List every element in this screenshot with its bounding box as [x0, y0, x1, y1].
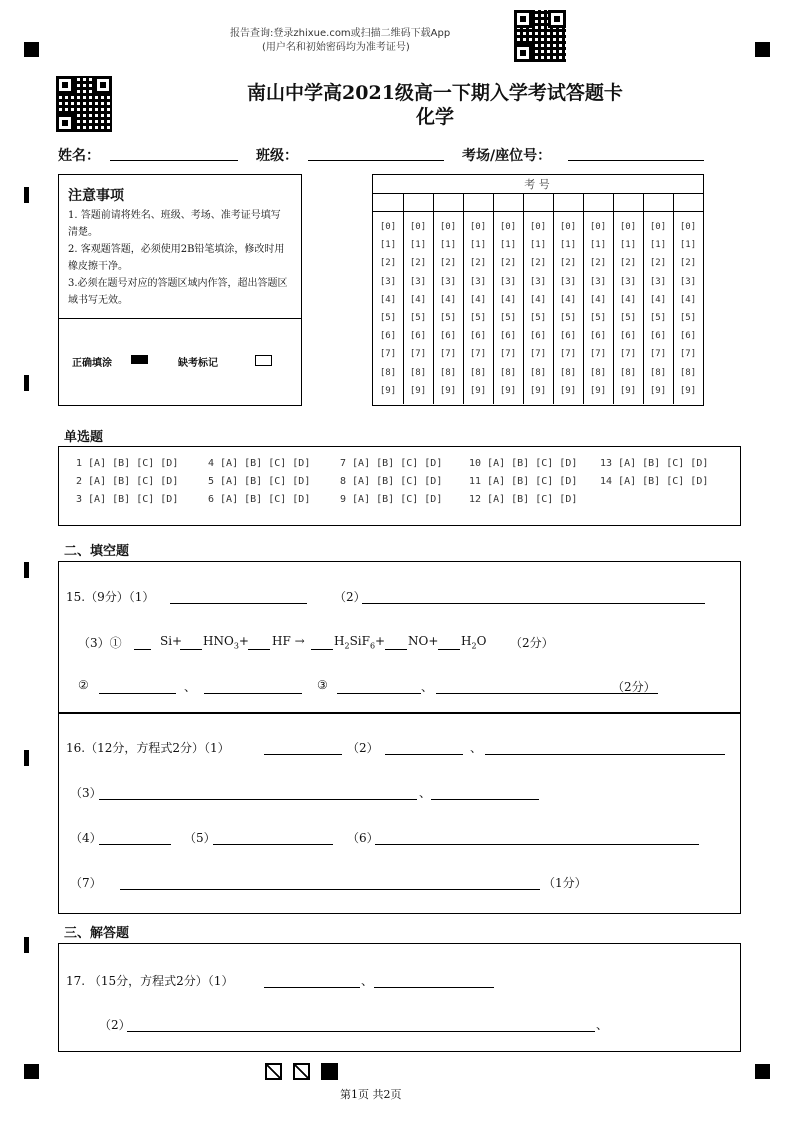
q15-circle-3: ③: [317, 678, 328, 692]
exam-digit-bubble[interactable]: [6]: [679, 331, 697, 342]
q16-head: 16.（12分，方程式2分）（1）: [66, 741, 230, 755]
q16-answer-5[interactable]: [213, 844, 333, 845]
exam-digit-bubble[interactable]: [7]: [589, 349, 607, 360]
mc-question[interactable]: 12 [A] [B] [C] [D]: [469, 494, 578, 505]
mc-question[interactable]: 7 [A] [B] [C] [D]: [340, 458, 443, 469]
exam-digit-bubble[interactable]: [2]: [379, 258, 397, 269]
exam-digit-bubble[interactable]: [2]: [499, 258, 517, 269]
q15-eq-si: Si+: [160, 634, 183, 648]
q15-eq-hno3: $HNO_3+$: [203, 634, 249, 651]
q16-part-5: （5）: [184, 831, 216, 845]
page-mark-slash: [265, 1063, 282, 1080]
exam-digit-bubble[interactable]: [5]: [559, 313, 577, 323]
name-field[interactable]: [110, 160, 238, 161]
exam-digit-bubble[interactable]: [2]: [409, 258, 427, 269]
q15-answer-c2a[interactable]: [99, 693, 176, 694]
corner-mark-tl: [24, 42, 39, 57]
query-line-1: 报告查询:登录zhixue.com或扫描二维码下载App: [230, 28, 451, 39]
name-label: 姓名：: [58, 148, 100, 164]
exam-digit-bubble[interactable]: [4]: [469, 294, 487, 305]
q15-eq-no: NO+: [408, 634, 439, 648]
exam-digit-bubble[interactable]: [6]: [559, 331, 577, 342]
exam-digit-bubble[interactable]: [1]: [649, 240, 667, 251]
corner-mark-bl: [24, 1064, 39, 1079]
exam-digit-bubble[interactable]: [1]: [619, 240, 637, 251]
exam-digit-bubble[interactable]: [6]: [409, 331, 427, 342]
exam-digit-bubble[interactable]: [8]: [409, 367, 427, 378]
q16-answer-2b[interactable]: [485, 754, 725, 755]
q17-answer-1b[interactable]: [374, 987, 494, 988]
exam-digit-bubble[interactable]: [4]: [499, 294, 517, 305]
exam-digit-bubble[interactable]: [3]: [529, 276, 547, 287]
exam-digit-bubble[interactable]: [7]: [469, 349, 487, 360]
exam-digit-bubble[interactable]: [4]: [559, 294, 577, 305]
exam-digit-bubble[interactable]: [5]: [589, 313, 607, 323]
mc-question[interactable]: 2 [A] [B] [C] [D]: [76, 476, 179, 487]
exam-digit-bubble[interactable]: [2]: [559, 258, 577, 269]
exam-digit-bubble[interactable]: [0]: [679, 222, 697, 232]
q17-head: 17. （15分，方程式2分）（1）: [66, 974, 234, 988]
exam-digit-bubble[interactable]: [1]: [559, 240, 577, 251]
notice-divider: [59, 318, 301, 319]
exam-digit-bubble[interactable]: [6]: [529, 331, 547, 342]
exam-digit-bubble[interactable]: [3]: [559, 276, 577, 287]
exam-digit-bubble[interactable]: [8]: [439, 367, 457, 378]
exam-digit-bubble[interactable]: [7]: [409, 349, 427, 360]
exam-digit-bubble[interactable]: [3]: [649, 276, 667, 287]
q16-sep-1: 、: [470, 741, 483, 755]
exam-digit-bubble[interactable]: [5]: [649, 313, 667, 323]
exam-digit-bubble[interactable]: [0]: [469, 222, 487, 232]
q15-coef-h2sif6[interactable]: [311, 649, 333, 650]
mc-question[interactable]: 9 [A] [B] [C] [D]: [340, 494, 443, 505]
q17-answer-2[interactable]: [127, 1031, 595, 1032]
exam-digit-bubble[interactable]: [1]: [589, 240, 607, 251]
exam-digit-bubble[interactable]: [4]: [649, 294, 667, 305]
exam-digit-bubble[interactable]: [3]: [619, 276, 637, 287]
subject-title: 化学: [415, 106, 454, 128]
exam-digit-bubble[interactable]: [5]: [469, 313, 487, 323]
exam-digit-bubble[interactable]: [6]: [589, 331, 607, 342]
q16-part-7: （7）: [70, 876, 102, 890]
exam-digit-bubble[interactable]: [7]: [679, 349, 697, 360]
mc-question[interactable]: 3 [A] [B] [C] [D]: [76, 494, 179, 505]
q15-eq-hf: HF →: [272, 634, 305, 648]
exam-digit-bubble[interactable]: [5]: [529, 313, 547, 323]
q15-part-2: （2）: [334, 590, 366, 604]
exam-digit-bubble[interactable]: [7]: [559, 349, 577, 360]
q16-score: （1分）: [543, 876, 587, 890]
mc-question[interactable]: 10 [A] [B] [C] [D]: [469, 458, 578, 469]
exam-number-label: 考 号: [524, 178, 550, 191]
exam-digit-bubble[interactable]: [0]: [589, 222, 607, 232]
exam-digit-bubble[interactable]: [8]: [619, 367, 637, 378]
exam-digit-bubble[interactable]: [4]: [679, 294, 697, 305]
exam-digit-bubble[interactable]: [4]: [589, 294, 607, 305]
exam-digit-bubble[interactable]: [4]: [619, 294, 637, 305]
q15-circle-2: ②: [78, 678, 89, 692]
exam-digit-bubble[interactable]: [3]: [469, 276, 487, 287]
mc-question[interactable]: 1 [A] [B] [C] [D]: [76, 458, 179, 469]
exam-digit-bubble[interactable]: [7]: [379, 349, 397, 360]
page-title: 南山中学高2021级高一下期入学考试答题卡: [247, 82, 623, 104]
qr-code-icon: [56, 76, 112, 132]
exam-digit-bubble[interactable]: [8]: [469, 367, 487, 378]
exam-digit-bubble[interactable]: [7]: [439, 349, 457, 360]
q17-answer-1a[interactable]: [264, 987, 360, 988]
exam-digit-bubble[interactable]: [9]: [469, 385, 487, 396]
answer-section-title: 三、解答题: [64, 926, 130, 941]
exam-digit-bubble[interactable]: [0]: [529, 222, 547, 232]
class-label: 班级：: [256, 148, 298, 164]
exam-digit-bubble[interactable]: [4]: [529, 294, 547, 305]
exam-digit-bubble[interactable]: [2]: [589, 258, 607, 269]
exam-digit-bubble[interactable]: [8]: [499, 367, 517, 378]
timing-mark: [24, 187, 29, 203]
exam-digit-bubble[interactable]: [3]: [439, 276, 457, 287]
mc-question[interactable]: 14 [A] [B] [C] [D]: [600, 476, 709, 487]
q16-answer-3a[interactable]: [99, 799, 417, 800]
query-line-2: (用户名和初始密码均为准考证号): [262, 42, 410, 53]
exam-digit-bubble[interactable]: [8]: [379, 367, 397, 378]
exam-digit-bubble[interactable]: [3]: [589, 276, 607, 287]
mc-question[interactable]: 13 [A] [B] [C] [D]: [600, 458, 709, 469]
page-mark-solid: [321, 1063, 338, 1080]
mc-question[interactable]: 11 [A] [B] [C] [D]: [469, 476, 578, 487]
exam-digit-bubble[interactable]: [2]: [439, 258, 457, 269]
exam-digit-bubble[interactable]: [8]: [679, 367, 697, 378]
q15-answer-1[interactable]: [170, 603, 307, 604]
q15-eq-score: （2分）: [510, 636, 554, 650]
exam-digit-bubble[interactable]: [6]: [379, 331, 397, 342]
exam-digit-bubble[interactable]: [4]: [379, 294, 397, 305]
exam-digit-bubble[interactable]: [1]: [469, 240, 487, 251]
exam-digit-bubble[interactable]: [0]: [379, 222, 397, 232]
q17-sep-1: 、: [361, 974, 374, 988]
exam-digit-bubble[interactable]: [8]: [529, 367, 547, 378]
q15-eq-h2o: $H_2O$: [461, 634, 487, 651]
timing-mark: [24, 562, 29, 578]
exam-digit-bubble[interactable]: [1]: [409, 240, 427, 251]
timing-mark: [24, 375, 29, 391]
correct-fill-label: 正确填涂: [72, 358, 112, 369]
q15-answer-2[interactable]: [362, 603, 705, 604]
exam-digit-bubble[interactable]: [2]: [469, 258, 487, 269]
exam-digit-bubble[interactable]: [2]: [649, 258, 667, 269]
exam-digit-bubble[interactable]: [6]: [469, 331, 487, 342]
exam-digit-bubble[interactable]: [6]: [619, 331, 637, 342]
exam-digit-bubble[interactable]: [1]: [499, 240, 517, 251]
exam-digit-bubble[interactable]: [2]: [529, 258, 547, 269]
corner-mark-tr: [755, 42, 770, 57]
exam-digit-bubble[interactable]: [3]: [409, 276, 427, 287]
q17-part-2: （2）: [99, 1018, 131, 1032]
exam-digit-bubble[interactable]: [2]: [619, 258, 637, 269]
exam-digit-bubble[interactable]: [9]: [559, 385, 577, 396]
exam-digit-bubble[interactable]: [6]: [499, 331, 517, 342]
exam-digit-bubble[interactable]: [7]: [529, 349, 547, 360]
notice-item: 3.必须在题号对应的答题区域内作答，超出答题区域书写无效。: [68, 278, 288, 306]
q16-part-6: （6）: [347, 831, 379, 845]
timing-mark: [24, 750, 29, 766]
absent-checkbox[interactable]: [255, 355, 272, 366]
mc-question[interactable]: 4 [A] [B] [C] [D]: [208, 458, 311, 469]
exam-digit-bubble[interactable]: [9]: [619, 385, 637, 396]
q16-answer-6[interactable]: [375, 844, 699, 845]
exam-digit-bubble[interactable]: [2]: [679, 258, 697, 269]
exam-digit-bubble[interactable]: [0]: [649, 222, 667, 232]
exam-digit-bubble[interactable]: [9]: [589, 385, 607, 396]
exam-number-header-line: [373, 193, 703, 194]
notice-title: 注意事项: [68, 188, 124, 204]
page-mark-slash: [293, 1063, 310, 1080]
exam-digit-bubble[interactable]: [0]: [559, 222, 577, 232]
q16-sep-2: 、: [419, 786, 432, 800]
exam-digit-bubble[interactable]: [3]: [379, 276, 397, 287]
q15-score-2: （2分）: [612, 680, 656, 694]
notice-item: 1. 答题前请将姓名、班级、考场、准考证号填写清楚。: [68, 210, 281, 238]
exam-digit-bubble[interactable]: [1]: [439, 240, 457, 251]
exam-digit-bubble[interactable]: [0]: [409, 222, 427, 232]
exam-digit-bubble[interactable]: [8]: [589, 367, 607, 378]
exam-digit-bubble[interactable]: [6]: [439, 331, 457, 342]
exam-digit-bubble[interactable]: [8]: [559, 367, 577, 378]
q15-head: 15.（9分）（1）: [66, 590, 155, 604]
q15-sep-1: 、: [184, 680, 197, 694]
corner-mark-br: [755, 1064, 770, 1079]
exam-digit-bubble[interactable]: [7]: [499, 349, 517, 360]
notice-item: 2. 客观题答题，必须使用2B铅笔填涂，修改时用橡皮擦干净。: [68, 244, 285, 272]
q15-answer-c2b[interactable]: [204, 693, 302, 694]
q16-answer-3b[interactable]: [431, 799, 539, 800]
absent-label: 缺考标记: [178, 358, 218, 369]
mc-question[interactable]: 8 [A] [B] [C] [D]: [340, 476, 443, 487]
q16-answer-1[interactable]: [264, 754, 342, 755]
correct-fill-sample: [131, 355, 148, 364]
exam-digit-bubble[interactable]: [9]: [439, 385, 457, 396]
single-choice-title: 单选题: [64, 430, 104, 445]
exam-number-input-line: [373, 211, 703, 212]
seat-field[interactable]: [568, 160, 704, 161]
exam-digit-bubble[interactable]: [5]: [499, 313, 517, 323]
q15-eq-h2sif6: $H_2SiF_6+$: [334, 634, 386, 651]
exam-digit-bubble[interactable]: [6]: [649, 331, 667, 342]
exam-digit-bubble[interactable]: [1]: [529, 240, 547, 251]
exam-digit-bubble[interactable]: [0]: [439, 222, 457, 232]
q16-part-4: （4）: [70, 831, 102, 845]
exam-digit-bubble[interactable]: [3]: [499, 276, 517, 287]
exam-digit-bubble[interactable]: [7]: [619, 349, 637, 360]
exam-digit-bubble[interactable]: [1]: [679, 240, 697, 251]
exam-digit-bubble[interactable]: [4]: [439, 294, 457, 305]
exam-digit-bubble[interactable]: [8]: [649, 367, 667, 378]
exam-digit-bubble[interactable]: [5]: [379, 313, 397, 323]
exam-digit-bubble[interactable]: [5]: [439, 313, 457, 323]
exam-digit-bubble[interactable]: [0]: [499, 222, 517, 232]
q15-coef-si[interactable]: [134, 649, 151, 650]
exam-digit-bubble[interactable]: [5]: [409, 313, 427, 323]
exam-digit-bubble[interactable]: [9]: [679, 385, 697, 396]
qr-code-icon: [514, 10, 566, 62]
q15-sep-2: 、: [421, 680, 434, 694]
exam-digit-bubble[interactable]: [9]: [409, 385, 427, 396]
timing-mark: [24, 937, 29, 953]
exam-digit-bubble[interactable]: [9]: [379, 385, 397, 396]
q15-coef-h2o[interactable]: [438, 649, 460, 650]
exam-digit-bubble[interactable]: [0]: [619, 222, 637, 232]
q16-answer-7[interactable]: [120, 889, 540, 890]
q16-answer-2a[interactable]: [385, 754, 463, 755]
exam-digit-bubble[interactable]: [3]: [679, 276, 697, 287]
fill-blank-title: 二、填空题: [64, 544, 130, 559]
exam-digit-bubble[interactable]: [9]: [499, 385, 517, 396]
q15-answer-c3a[interactable]: [337, 693, 421, 694]
exam-digit-bubble[interactable]: [9]: [649, 385, 667, 396]
class-field[interactable]: [308, 160, 444, 161]
exam-digit-bubble[interactable]: [9]: [529, 385, 547, 396]
exam-digit-bubble[interactable]: [7]: [649, 349, 667, 360]
mc-question[interactable]: 6 [A] [B] [C] [D]: [208, 494, 311, 505]
mc-question[interactable]: 5 [A] [B] [C] [D]: [208, 476, 311, 487]
exam-digit-bubble[interactable]: [1]: [379, 240, 397, 251]
page-number: 第1页 共2页: [340, 1088, 402, 1101]
q15-coef-no[interactable]: [385, 649, 407, 650]
exam-digit-bubble[interactable]: [5]: [619, 313, 637, 323]
q17-sep-2: 、: [596, 1018, 609, 1032]
q16-answer-4[interactable]: [99, 844, 171, 845]
exam-digit-bubble[interactable]: [4]: [409, 294, 427, 305]
q15-coef-hno3[interactable]: [180, 649, 202, 650]
seat-label: 考场/座位号：: [462, 148, 552, 164]
q15-coef-hf[interactable]: [248, 649, 270, 650]
q15-part-3: （3）①: [78, 636, 122, 650]
exam-digit-bubble[interactable]: [5]: [679, 313, 697, 323]
q16-part-3: （3）: [70, 786, 102, 800]
q17-box: [58, 943, 741, 1052]
q16-part-2: （2）: [347, 741, 379, 755]
